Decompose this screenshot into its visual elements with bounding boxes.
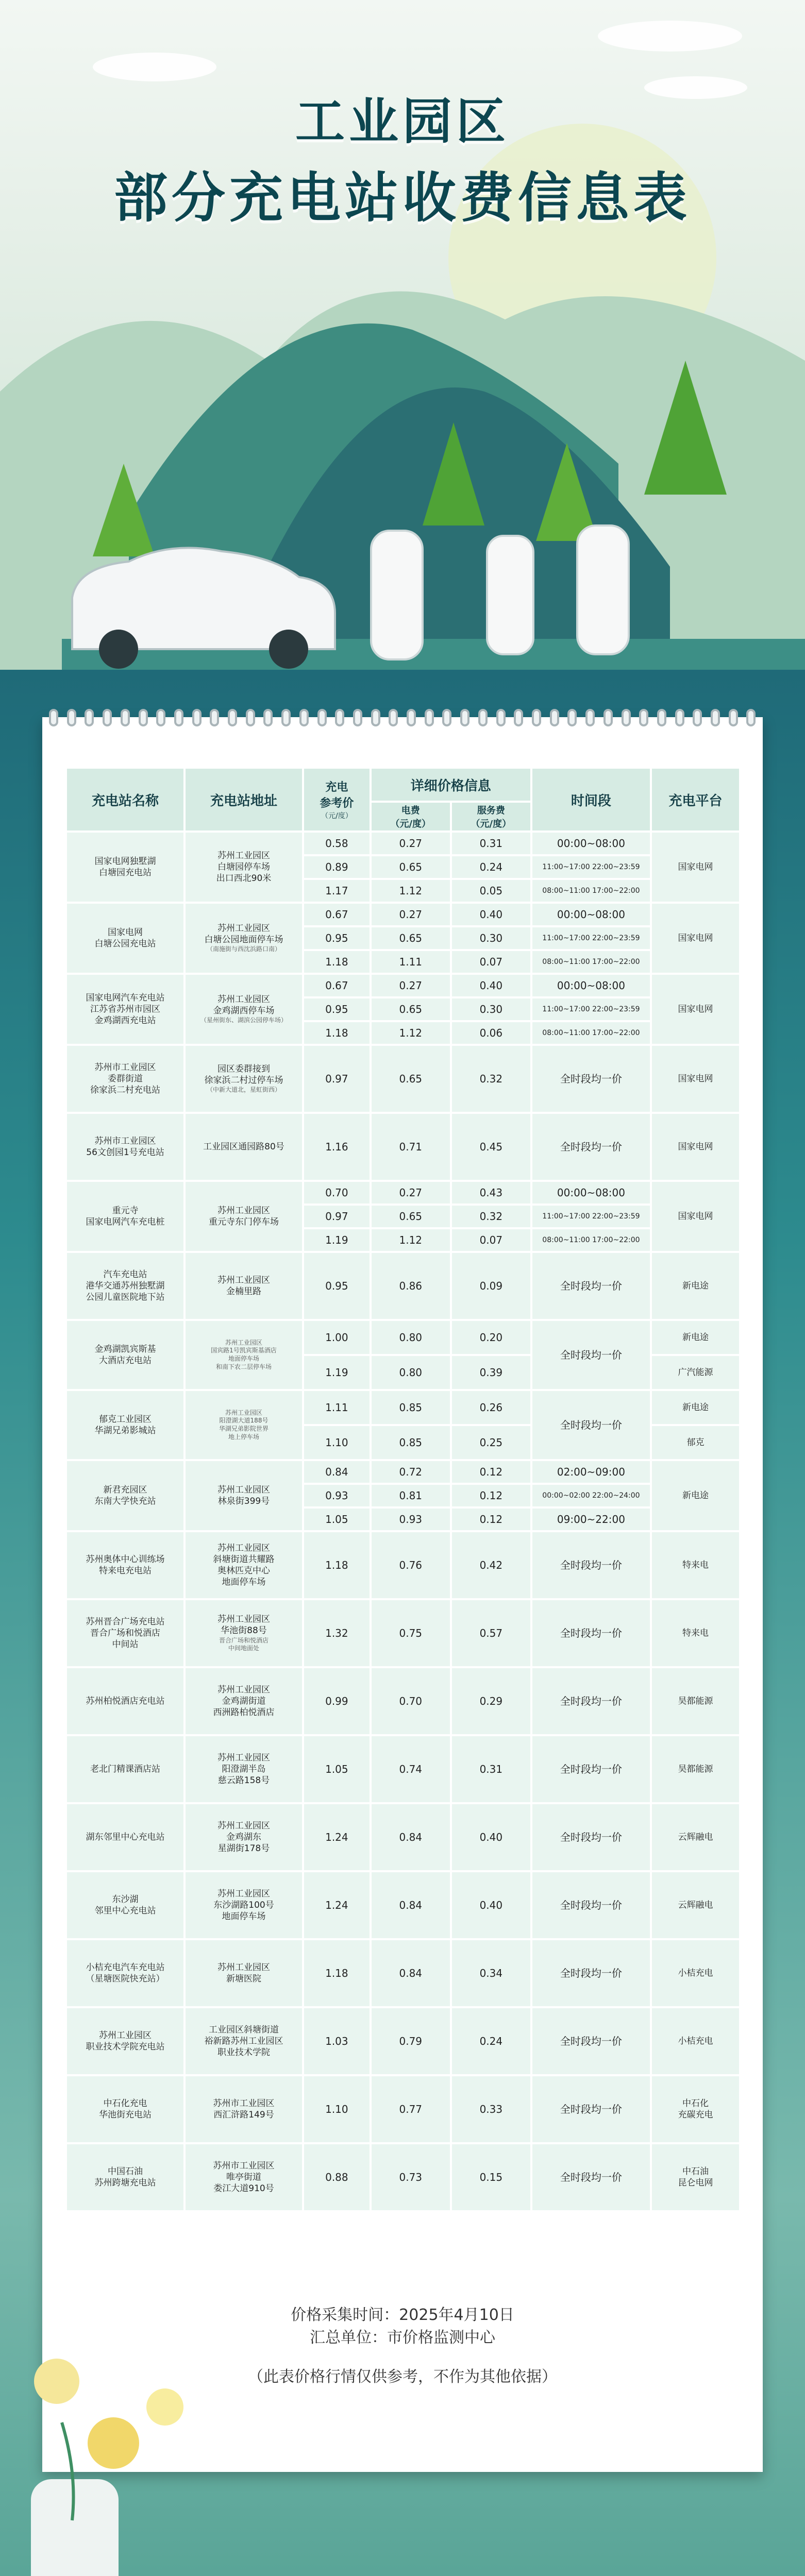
ref-price: 1.18 <box>304 1532 370 1598</box>
binding-ring <box>675 709 684 726</box>
time-period: 全时段均一价 <box>532 1736 650 1802</box>
service-fee: 0.29 <box>452 1668 530 1734</box>
service-fee: 0.24 <box>452 2008 530 2074</box>
binding-ring <box>317 709 327 726</box>
elec-fee: 0.79 <box>372 2008 450 2074</box>
elec-fee: 0.71 <box>372 1114 450 1180</box>
binding-ring <box>478 709 488 726</box>
time-period: 全时段均一价 <box>532 1668 650 1734</box>
station-name: 苏州市工业园区 56文创园1号充电站 <box>67 1114 183 1180</box>
station-address-text: 苏州工业园区 新塘医院 <box>217 1962 270 1984</box>
header-ref-price-unit: （元/度） <box>321 812 353 820</box>
elec-fee: 0.27 <box>372 975 450 996</box>
header-platform: 充电平台 <box>652 769 739 831</box>
binding-ring <box>442 709 451 726</box>
table-row <box>67 2076 739 2142</box>
table-row <box>67 1532 739 1598</box>
table-row <box>67 1046 739 1112</box>
time-period: 全时段均一价 <box>532 1391 650 1459</box>
ref-price: 1.05 <box>304 1509 370 1530</box>
station-name: 苏州市工业园区 委群街道 徐家浜二村充电站 <box>67 1046 183 1112</box>
time-period: 全时段均一价 <box>532 2076 650 2142</box>
station-address-text: 工业园区斜塘街道 裕新路苏州工业园区 职业技术学院 <box>204 2024 283 2058</box>
binding-ring <box>299 709 309 726</box>
elec-fee: 0.77 <box>372 2076 450 2142</box>
header-elec-fee: 电费 （元/度） <box>372 803 450 831</box>
service-fee: 0.05 <box>452 880 530 902</box>
charging-platform: 国家电网 <box>652 975 739 1044</box>
station-address <box>186 833 302 902</box>
ref-price: 1.05 <box>304 1736 370 1802</box>
header-service-fee: 服务费 （元/度） <box>452 803 530 831</box>
station-name: 湖东邻里中心充电站 <box>67 1804 183 1870</box>
time-period: 全时段均一价 <box>532 1321 650 1389</box>
station-address-text: 苏州工业园区 阳澄湖半岛 慈云路158号 <box>217 1752 270 1786</box>
station-address <box>186 975 302 1044</box>
station-address-note: （星州街东、湖滨公园停车场） <box>200 1016 287 1024</box>
time-period: 11:00~17:00 22:00~23:59 <box>532 1206 650 1227</box>
binding-ring <box>281 709 291 726</box>
service-fee: 0.09 <box>452 1253 530 1319</box>
charging-platform: 新电途 <box>652 1253 739 1319</box>
station-address-text: 园区委群接到 徐家浜二村过停车场 <box>204 1064 283 1086</box>
service-fee: 0.12 <box>452 1509 530 1530</box>
binding-ring <box>460 709 469 726</box>
station-address <box>186 1804 302 1870</box>
time-period: 09:00~22:00 <box>532 1509 650 1530</box>
binding-ring <box>729 709 738 726</box>
service-fee: 0.39 <box>452 1356 530 1389</box>
ref-price: 0.95 <box>304 1253 370 1319</box>
compiler: 汇总单位：市价格监测中心 <box>310 2329 495 2347</box>
binding-ring <box>85 709 94 726</box>
ref-price: 0.97 <box>304 1046 370 1112</box>
charging-platform: 小桔充电 <box>652 1940 739 2006</box>
ref-price: 1.16 <box>304 1114 370 1180</box>
charging-platform: 国家电网 <box>652 1114 739 1180</box>
service-fee: 0.30 <box>452 927 530 949</box>
elec-fee: 0.80 <box>372 1356 450 1389</box>
station-name: 新君充园区 东南大学快充站 <box>67 1461 183 1530</box>
table-row <box>67 1872 739 1938</box>
ref-price: 0.93 <box>304 1485 370 1506</box>
service-fee: 0.12 <box>452 1461 530 1483</box>
time-period: 全时段均一价 <box>532 1940 650 2006</box>
binding-ring <box>496 709 506 726</box>
header-station-name: 充电站名称 <box>67 769 183 831</box>
station-address <box>186 904 302 973</box>
binding-ring <box>210 709 219 726</box>
binding-ring <box>603 709 613 726</box>
time-period: 02:00~09:00 <box>532 1461 650 1483</box>
binding-ring <box>49 709 58 726</box>
table-row <box>67 1736 739 1802</box>
price-table <box>65 767 741 2212</box>
station-address-text: 苏州工业园区 金鸡湖街道 西洲路柏悦酒店 <box>213 1684 275 1718</box>
time-period: 00:00~08:00 <box>532 1182 650 1204</box>
binding-ring <box>407 709 416 726</box>
table-row <box>67 1114 739 1180</box>
station-address-text: 苏州工业园区 林泉街399号 <box>217 1484 270 1506</box>
station-address <box>186 1668 302 1734</box>
binding-ring <box>174 709 183 726</box>
charging-platform: 郁克 <box>652 1426 739 1459</box>
table-row <box>67 2008 739 2074</box>
time-period: 08:00~11:00 17:00~22:00 <box>532 1022 650 1044</box>
header-station-address: 充电站地址 <box>186 769 302 831</box>
elec-fee: 0.65 <box>372 856 450 878</box>
ref-price: 1.24 <box>304 1872 370 1938</box>
elec-fee: 0.72 <box>372 1461 450 1483</box>
binding-ring <box>335 709 344 726</box>
elec-fee: 0.74 <box>372 1736 450 1802</box>
elec-fee: 0.75 <box>372 1600 450 1666</box>
time-period: 08:00~11:00 17:00~22:00 <box>532 880 650 902</box>
service-fee: 0.06 <box>452 1022 530 1044</box>
binding-ring <box>532 709 541 726</box>
elec-fee: 0.81 <box>372 1485 450 1506</box>
time-period: 11:00~17:00 22:00~23:59 <box>532 927 650 949</box>
station-name: 中石化充电 华池街充电站 <box>67 2076 183 2142</box>
service-fee: 0.20 <box>452 1321 530 1354</box>
station-name: 苏州工业园区 职业技术学院充电站 <box>67 2008 183 2074</box>
charging-platform: 昊都能源 <box>652 1668 739 1734</box>
station-address-note: 苏州工业园区 国宾路1号凯宾斯基酒店 地面停车场 和南下农二层停车场 <box>211 1338 277 1370</box>
binding-ring <box>514 709 523 726</box>
time-period: 00:00~08:00 <box>532 833 650 854</box>
charging-platform: 新电途 <box>652 1321 739 1354</box>
header-ref-price <box>304 769 370 831</box>
station-name: 郁克工业园区 华湖兄弟影城站 <box>67 1391 183 1459</box>
charging-platform: 特来电 <box>652 1600 739 1666</box>
time-period: 全时段均一价 <box>532 2144 650 2210</box>
station-name: 中国石油 苏州跨塘充电站 <box>67 2144 183 2210</box>
station-name: 金鸡湖凯宾斯基 大酒店充电站 <box>67 1321 183 1389</box>
service-fee: 0.45 <box>452 1114 530 1180</box>
station-address <box>186 1391 302 1459</box>
service-fee: 0.40 <box>452 1872 530 1938</box>
station-name: 小桔充电汽车充电站 （星塘医院快充站） <box>67 1940 183 2006</box>
header-detail: 详细价格信息 <box>372 769 530 801</box>
time-period: 全时段均一价 <box>532 1532 650 1598</box>
service-fee: 0.24 <box>452 856 530 878</box>
time-period: 全时段均一价 <box>532 1046 650 1112</box>
header-period: 时间段 <box>532 769 650 831</box>
elec-fee: 0.85 <box>372 1391 450 1424</box>
ref-price: 0.97 <box>304 1206 370 1227</box>
ref-price: 1.11 <box>304 1391 370 1424</box>
charging-platform: 昊都能源 <box>652 1736 739 1802</box>
ref-price: 0.95 <box>304 927 370 949</box>
station-address <box>186 1114 302 1180</box>
charging-platform: 特来电 <box>652 1532 739 1598</box>
station-address-note: （中新大道北，星虹街西） <box>206 1086 281 1094</box>
binding-ring <box>746 709 756 726</box>
binding-ring <box>622 709 631 726</box>
ref-price: 1.18 <box>304 1022 370 1044</box>
ref-price: 0.99 <box>304 1668 370 1734</box>
table-row <box>67 2144 739 2210</box>
station-address <box>186 1940 302 2006</box>
station-address-text: 苏州工业园区 东沙湖路100号 地面停车场 <box>213 1888 274 1922</box>
station-name: 苏州奥体中心训练场 特来电充电站 <box>67 1532 183 1598</box>
ref-price: 1.17 <box>304 880 370 902</box>
station-address <box>186 1046 302 1112</box>
charging-platform: 中石油 昆仑电网 <box>652 2144 739 2210</box>
station-name: 苏州晋合广场充电站 晋合广场和悦酒店 中间站 <box>67 1600 183 1666</box>
ref-price: 0.89 <box>304 856 370 878</box>
ref-price: 0.70 <box>304 1182 370 1204</box>
elec-fee: 1.12 <box>372 1022 450 1044</box>
table-row <box>67 1600 739 1666</box>
elec-fee: 0.93 <box>372 1509 450 1530</box>
time-period: 全时段均一价 <box>532 2008 650 2074</box>
elec-fee: 0.84 <box>372 1804 450 1870</box>
time-period: 全时段均一价 <box>532 1804 650 1870</box>
binding-ring <box>192 709 202 726</box>
time-period: 全时段均一价 <box>532 1872 650 1938</box>
time-period: 00:00~02:00 22:00~24:00 <box>532 1485 650 1506</box>
service-fee: 0.40 <box>452 975 530 996</box>
elec-fee: 0.73 <box>372 2144 450 2210</box>
title-line-2: 部分充电站收费信息表 <box>113 166 691 229</box>
table-row <box>67 1804 739 1870</box>
station-name: 国家电网汽车充电站 江苏省苏州市园区 金鸡湖西充电站 <box>67 975 183 1044</box>
ref-price: 1.10 <box>304 1426 370 1459</box>
binding-ring <box>711 709 720 726</box>
station-name: 国家电网 白塘公园充电站 <box>67 904 183 973</box>
time-period: 11:00~17:00 22:00~23:59 <box>532 998 650 1020</box>
table-row <box>67 1668 739 1734</box>
station-address <box>186 1600 302 1666</box>
station-address-text: 苏州工业园区 白塘公园地面停车场 <box>204 923 283 945</box>
station-address <box>186 1461 302 1530</box>
time-period: 08:00~11:00 17:00~22:00 <box>532 1229 650 1251</box>
binding-ring <box>425 709 434 726</box>
time-period: 00:00~08:00 <box>532 975 650 996</box>
ref-price: 0.67 <box>304 904 370 925</box>
elec-fee: 0.80 <box>372 1321 450 1354</box>
organization-name <box>0 2571 805 2576</box>
time-period: 00:00~08:00 <box>532 904 650 925</box>
binding-ring <box>103 709 112 726</box>
station-address <box>186 1182 302 1251</box>
charging-platform: 国家电网 <box>652 1046 739 1112</box>
station-address-note: （南施街与西沈浜路口南） <box>206 945 281 953</box>
service-fee: 0.07 <box>452 1229 530 1251</box>
station-address-text: 苏州工业园区 金鸡湖西停车场 <box>213 994 275 1016</box>
station-address-text: 苏州工业园区 金鸡湖东 星湖街178号 <box>217 1820 270 1854</box>
table-row <box>67 1253 739 1319</box>
station-address <box>186 1736 302 1802</box>
station-address-note: 晋合广场和悦酒店 中间地面处 <box>219 1636 269 1652</box>
service-fee: 0.34 <box>452 1940 530 2006</box>
service-fee: 0.12 <box>452 1485 530 1506</box>
ref-price: 1.32 <box>304 1600 370 1666</box>
charging-platform: 国家电网 <box>652 904 739 973</box>
disclaimer: （此表价格行情仅供参考，不作为其他依据） <box>248 2368 557 2386</box>
service-fee: 0.42 <box>452 1532 530 1598</box>
station-address <box>186 2144 302 2210</box>
ref-price: 0.88 <box>304 2144 370 2210</box>
station-address <box>186 1321 302 1389</box>
hero-banner <box>0 0 805 680</box>
table-row <box>67 833 739 854</box>
binding-ring <box>263 709 273 726</box>
elec-fee: 1.12 <box>372 1229 450 1251</box>
header-ref-price-label: 充电 参考价 <box>320 781 354 810</box>
charging-platform: 小桔充电 <box>652 2008 739 2074</box>
charging-platform: 广汽能源 <box>652 1356 739 1389</box>
ref-price: 1.00 <box>304 1321 370 1354</box>
binding-ring <box>693 709 702 726</box>
elec-fee: 0.70 <box>372 1668 450 1734</box>
service-fee: 0.32 <box>452 1046 530 1112</box>
elec-fee: 0.86 <box>372 1253 450 1319</box>
service-fee: 0.57 <box>452 1600 530 1666</box>
elec-fee: 0.27 <box>372 904 450 925</box>
service-fee: 0.43 <box>452 1182 530 1204</box>
ref-price: 0.95 <box>304 998 370 1020</box>
time-period: 全时段均一价 <box>532 1600 650 1666</box>
elec-fee: 0.27 <box>372 1182 450 1204</box>
binding-ring <box>139 709 148 726</box>
elec-fee: 0.65 <box>372 998 450 1020</box>
charging-platform: 国家电网 <box>652 833 739 902</box>
service-fee: 0.40 <box>452 1804 530 1870</box>
spiral-binding <box>49 709 756 726</box>
binding-ring <box>67 709 76 726</box>
station-name: 老北门精课酒店站 <box>67 1736 183 1802</box>
charging-platform: 云辉融电 <box>652 1804 739 1870</box>
table-row <box>67 975 739 996</box>
station-address-note: 苏州工业园区 阳澄湖大道188号 华湖兄弟影院世界 地上停车场 <box>219 1409 269 1440</box>
elec-fee: 0.84 <box>372 1940 450 2006</box>
ref-price: 1.19 <box>304 1356 370 1389</box>
time-period: 11:00~17:00 22:00~23:59 <box>532 856 650 878</box>
station-address-text: 苏州工业园区 斜塘街道共耀路 奥林匹克中心 地面停车场 <box>213 1543 275 1588</box>
time-period: 全时段均一价 <box>532 1253 650 1319</box>
binding-ring <box>228 709 237 726</box>
ref-price: 1.19 <box>304 1229 370 1251</box>
station-name: 苏州柏悦酒店充电站 <box>67 1668 183 1734</box>
time-period: 08:00~11:00 17:00~22:00 <box>532 951 650 973</box>
elec-fee: 0.65 <box>372 1206 450 1227</box>
binding-ring <box>585 709 595 726</box>
ref-price: 1.18 <box>304 1940 370 2006</box>
title-line-1: 工业园区 <box>295 93 510 150</box>
ref-price: 0.84 <box>304 1461 370 1483</box>
service-fee: 0.30 <box>452 998 530 1020</box>
table-row <box>67 904 739 925</box>
service-fee: 0.15 <box>452 2144 530 2210</box>
station-name: 国家电网独墅湖 白塘园充电站 <box>67 833 183 902</box>
binding-ring <box>246 709 255 726</box>
charging-platform: 国家电网 <box>652 1182 739 1251</box>
binding-ring <box>550 709 559 726</box>
table-row <box>67 1940 739 2006</box>
station-address-text: 苏州工业园区 重元寺东门停车场 <box>209 1205 279 1227</box>
elec-fee: 0.65 <box>372 1046 450 1112</box>
flower-decoration-icon <box>0 2294 216 2576</box>
charging-platform: 新电途 <box>652 1391 739 1424</box>
binding-ring <box>156 709 165 726</box>
ref-price: 0.67 <box>304 975 370 996</box>
service-fee: 0.26 <box>452 1391 530 1424</box>
time-period: 全时段均一价 <box>532 1114 650 1180</box>
table-row <box>67 1391 739 1424</box>
station-address <box>186 2008 302 2074</box>
binding-ring <box>353 709 362 726</box>
station-address <box>186 1532 302 1598</box>
station-address <box>186 2076 302 2142</box>
station-address-text: 苏州市工业园区 唯亭街道 娄江大道910号 <box>213 2160 275 2194</box>
station-address <box>186 1253 302 1319</box>
table-row <box>67 1182 739 1204</box>
service-fee: 0.40 <box>452 904 530 925</box>
service-fee: 0.33 <box>452 2076 530 2142</box>
binding-ring <box>657 709 666 726</box>
binding-ring <box>389 709 398 726</box>
service-fee: 0.25 <box>452 1426 530 1459</box>
elec-fee: 0.27 <box>372 833 450 854</box>
charging-station-icon <box>371 526 629 659</box>
charging-platform: 中石化 充碳充电 <box>652 2076 739 2142</box>
service-fee: 0.07 <box>452 951 530 973</box>
elec-fee: 0.84 <box>372 1872 450 1938</box>
elec-fee: 0.65 <box>372 927 450 949</box>
station-name: 东沙湖 邻里中心充电站 <box>67 1872 183 1938</box>
station-address-text: 苏州工业园区 白塘园停车场 出口西北90米 <box>216 850 272 884</box>
binding-ring <box>121 709 130 726</box>
binding-ring <box>371 709 380 726</box>
binding-ring <box>567 709 577 726</box>
service-fee: 0.32 <box>452 1206 530 1227</box>
collection-time: 价格采集时间：2025年4月10日 <box>291 2306 514 2324</box>
elec-fee: 0.85 <box>372 1426 450 1459</box>
ref-price: 1.24 <box>304 1804 370 1870</box>
table-row <box>67 1461 739 1483</box>
ref-price: 1.03 <box>304 2008 370 2074</box>
station-address-text: 苏州工业园区 华池街88号 <box>217 1614 270 1636</box>
service-fee: 0.31 <box>452 833 530 854</box>
station-address <box>186 1872 302 1938</box>
service-fee: 0.31 <box>452 1736 530 1802</box>
table-row <box>67 1321 739 1354</box>
station-name: 重元寺 国家电网汽车充电桩 <box>67 1182 183 1251</box>
station-address-text: 苏州工业园区 金楠里路 <box>217 1275 270 1297</box>
station-address-text: 苏州市工业园区 西汇浒路149号 <box>213 2098 275 2120</box>
charging-platform: 云辉融电 <box>652 1872 739 1938</box>
charging-platform: 新电途 <box>652 1461 739 1530</box>
binding-ring <box>639 709 648 726</box>
elec-fee: 0.76 <box>372 1532 450 1598</box>
station-address-text: 工业园区通园路80号 <box>203 1141 284 1152</box>
ref-price: 1.18 <box>304 951 370 973</box>
station-name: 汽车充电站 港华交通苏州独墅湖 公园儿童医院地下站 <box>67 1253 183 1319</box>
elec-fee: 1.11 <box>372 951 450 973</box>
ref-price: 0.58 <box>304 833 370 854</box>
elec-fee: 1.12 <box>372 880 450 902</box>
ref-price: 1.10 <box>304 2076 370 2142</box>
